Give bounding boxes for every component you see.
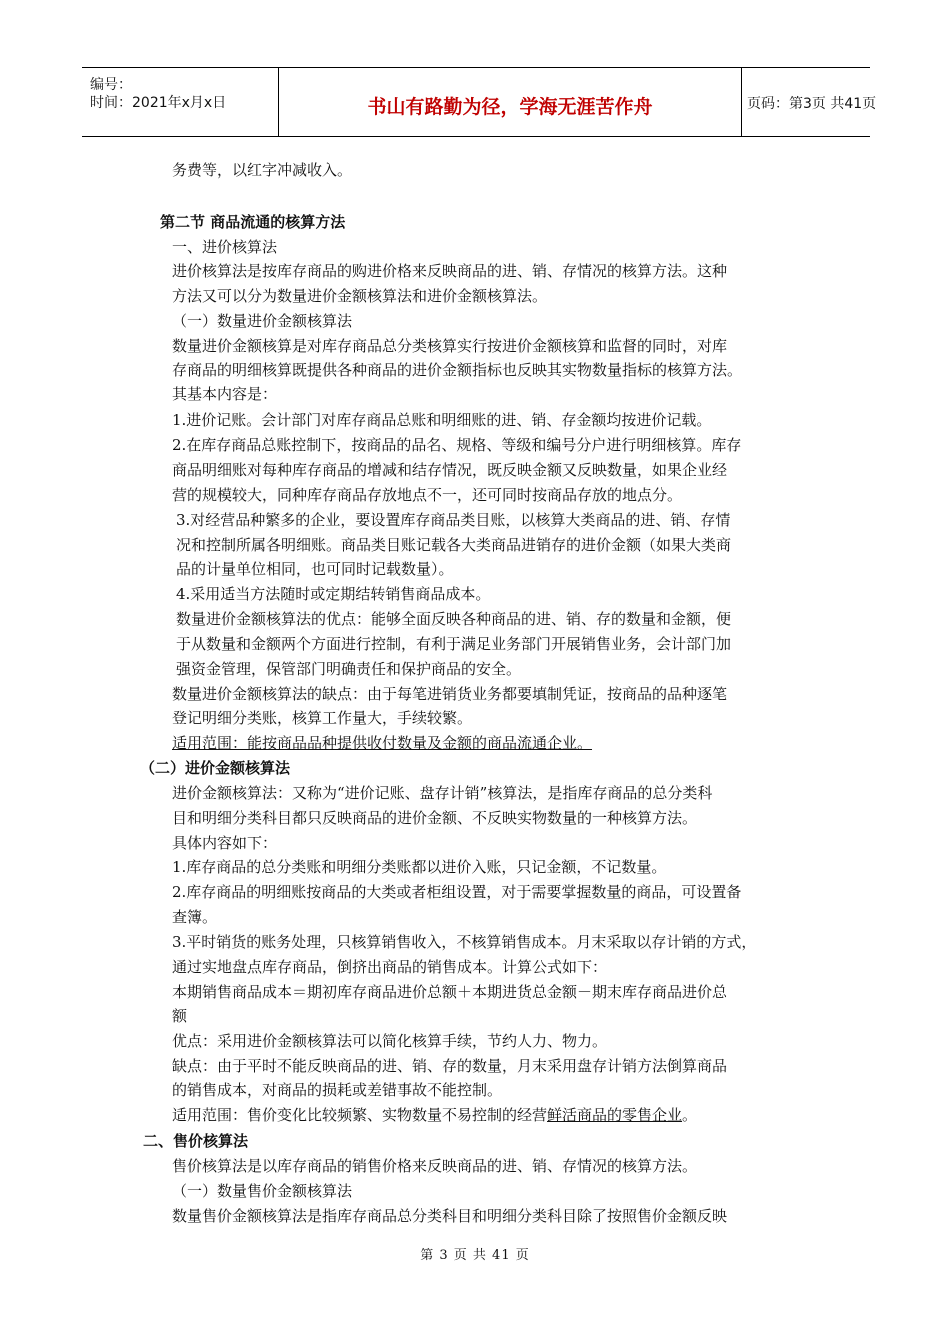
number-label: 编号： xyxy=(90,77,132,93)
list-item: 3.对经营品种繁多的企业，要设置库存商品类目账，以核算大类商品的进、销、存情 xyxy=(176,511,731,529)
formula-line: 额 xyxy=(172,1007,188,1025)
paragraph-line: 登记明细分类账，核算工作量大，手续较繁。 xyxy=(172,709,473,727)
scope-text: 适用范围：售价变化比较频繁、实物数量不易控制的经营 xyxy=(172,1106,548,1124)
date-label: 时间：2021年x月x日 xyxy=(90,95,227,111)
list-item: 4.采用适当方法随时或定期结转销售商品成本。 xyxy=(176,585,491,603)
paragraph-line: 缺点：由于平时不能反映商品的进、销、存的数量，月末采用盘存计销方法倒算商品 xyxy=(172,1057,728,1075)
header-page-cell xyxy=(741,68,877,136)
paragraph-line: 其基本内容是： xyxy=(172,385,278,403)
paragraph-line: 查簿。 xyxy=(172,908,218,926)
paragraph-line: 数量进价金额核算法的缺点：由于每笔进销货业务都要填制凭证，按商品的品种逐笔 xyxy=(172,685,728,703)
paragraph-line: 售价核算法是以库存商品的销售价格来反映商品的进、销、存情况的核算方法。 xyxy=(172,1157,698,1175)
paragraph-line: 数量进价金额核算是对库存商品总分类核算实行按进价金额核算和监督的同时，对库 xyxy=(172,337,728,355)
paragraph-line: 进价金额核算法：又称为“进价记账、盘存计销”核算法，是指库存商品的总分类科 xyxy=(172,784,713,802)
list-item: 3.平时销货的账务处理，只核算销售收入，不核算销售成本。月末采取以存计销的方式， xyxy=(172,933,757,951)
list-item: 2.库存商品的明细账按商品的大类或者柜组设置，对于需要掌握数量的商品，可设置备 xyxy=(172,883,742,901)
paragraph-line: 务费等，以红字冲减收入。 xyxy=(172,161,353,179)
scope-period: 。 xyxy=(682,1106,698,1124)
paragraph-line: 通过实地盘点库存商品，倒挤出商品的销售成本。计算公式如下： xyxy=(172,958,608,976)
scope-line xyxy=(172,1105,697,1125)
paragraph-line: 优点：采用进价金额核算法可以简化核算手续，节约人力、物力。 xyxy=(172,1032,608,1050)
paragraph-line: 存商品的明细核算既提供各种商品的进价金额指标也反映其实物数量指标的核算方法。 xyxy=(172,361,743,379)
paragraph-line: 商品明细账对每种库存商品的增减和结存情况，既反映金额又反映数量，如果企业经 xyxy=(172,461,728,479)
paragraph-line: 的销售成本，对商品的损耗或差错事故不能控制。 xyxy=(172,1081,503,1099)
paragraph-line: 数量进价金额核算法的优点：能够全面反映各种商品的进、销、存的数量和金额，便 xyxy=(176,610,732,628)
page-header xyxy=(82,67,877,137)
subsection-heading: （一）数量售价金额核算法 xyxy=(172,1182,353,1200)
list-item: 2.在库存商品总账控制下，按商品的品名、规格、等级和编号分户进行明细核算。库存 xyxy=(172,436,742,454)
scope-underlined-text: 鲜活商品的零售企业 xyxy=(547,1106,683,1124)
paragraph-line: 品的计量单位相同，也可同时记载数量）。 xyxy=(176,560,454,578)
paragraph-line: 数量售价金额核算法是指库存商品总分类科目和明细分类科目除了按照售价金额反映 xyxy=(172,1207,728,1225)
header-motto-cell xyxy=(278,68,742,136)
section-heading: 第二节 商品流通的核算方法 xyxy=(160,213,346,231)
page-footer: 第 3 页 共 41 页 xyxy=(420,1248,530,1263)
paragraph-line: 强资金管理，保管部门明确责任和保护商品的安全。 xyxy=(176,660,522,678)
motto: 书山有路勤为径，学海无涯苦作舟 xyxy=(367,96,653,118)
paragraph-line: 于从数量和金额两个方面进行控制，有利于满足业务部门开展销售业务，会计部门加 xyxy=(176,635,732,653)
paragraph-line: 营的规模较大，同种库存商品存放地点不一，还可同时按商品存放的地点分。 xyxy=(172,486,683,504)
subsection-heading: 二、售价核算法 xyxy=(143,1132,249,1150)
list-item: 1.库存商品的总分类账和明细分类账都以进价入账，只记金额，不记数量。 xyxy=(172,858,667,876)
formula-line: 本期销售商品成本＝期初库存商品进价总额＋本期进货总金额－期末库存商品进价总 xyxy=(172,983,728,1001)
paragraph-line: 况和控制所属各明细账。商品类目账记载各大类商品进销存的进价金额（如果大类商 xyxy=(176,536,732,554)
page-info: 页码：第3页 共41页 xyxy=(747,96,877,112)
paragraph-line: 进价核算法是按库存商品的购进价格来反映商品的进、销、存情况的核算方法。这种 xyxy=(172,262,728,280)
header-left-cell xyxy=(82,68,278,136)
paragraph-line: 具体内容如下： xyxy=(172,834,278,852)
subsection-heading: 一、进价核算法 xyxy=(172,238,278,256)
subsection-heading: （二）进价金额核算法 xyxy=(140,759,291,777)
list-item: 1.进价记账。会计部门对库存商品总账和明细账的进、销、存金额均按进价记载。 xyxy=(172,411,712,429)
paragraph-line: 目和明细分类科目都只反映商品的进价金额、不反映实物数量的一种核算方法。 xyxy=(172,809,698,827)
paragraph-line: 方法又可以分为数量进价金额核算法和进价金额核算法。 xyxy=(172,287,548,305)
scope-line-underlined: 适用范围：能按商品品种提供收付数量及金额的商品流通企业。 xyxy=(172,734,593,752)
subsection-heading: （一）数量进价金额核算法 xyxy=(172,312,353,330)
